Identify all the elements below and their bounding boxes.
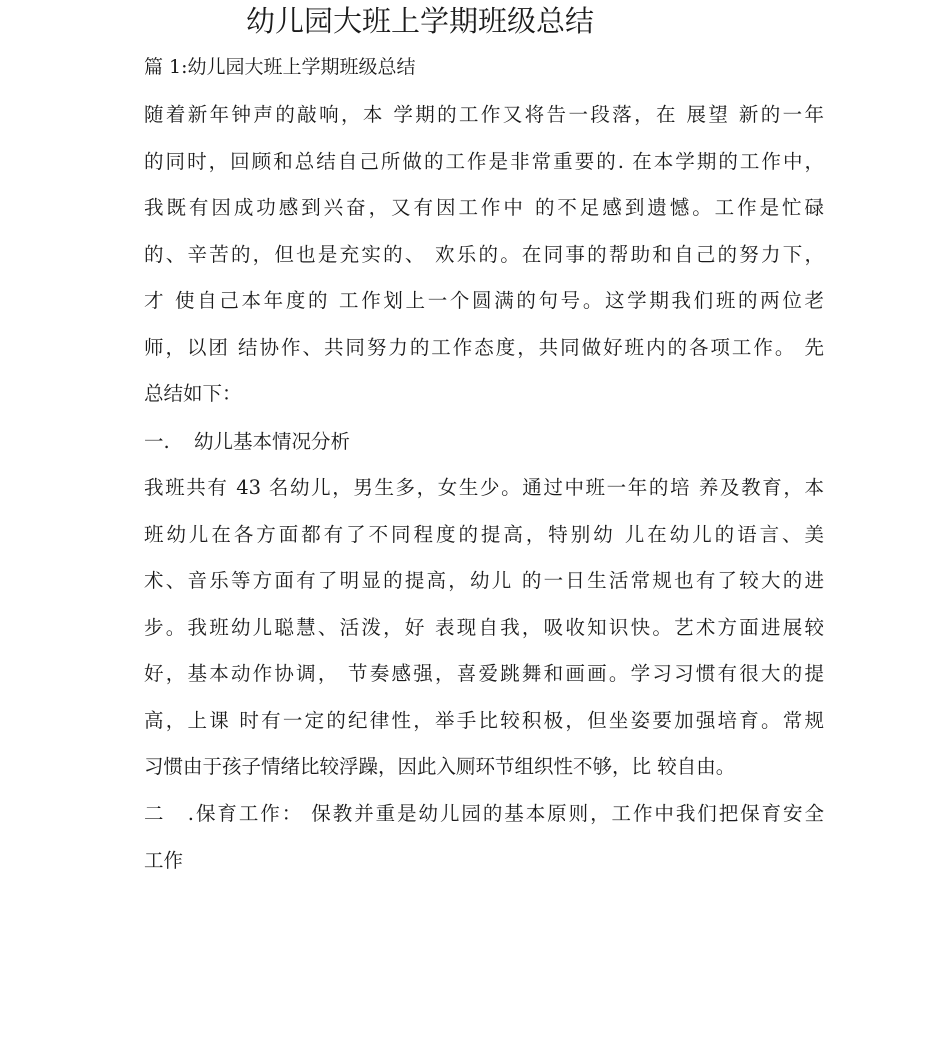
paragraph-line: 我班共有 43 名幼儿，男生多，女生少。通过中班一年的培 养及教育，本 (144, 476, 824, 499)
paragraph-line: 的同时，回顾和总结自己所做的工作是非常重要的. 在本学期的工作中， (144, 149, 824, 173)
paragraph-line: 高，上课 时有一定的纪律性，举手比较积极，但坐姿要加强培育。常规 (144, 708, 824, 732)
paragraph-line: 才 使自己本年度的 工作划上一个圆满的句号。这学期我们班的两位老 (144, 289, 824, 312)
paragraph-line: 步。我班幼儿聪慧、活泼，好 表现自我，吸收知识快。艺术方面进展较 (144, 615, 824, 639)
section-number: 一. (144, 430, 170, 453)
intro-paragraph (144, 92, 824, 418)
section-number: 二. (144, 802, 194, 825)
paragraph-line: 的、辛苦的，但也是充实的、 欢乐的。在同事的帮助和自己的努力下， (144, 242, 824, 266)
paragraph-line: 好，基本动作协调， 节奏感强，喜爱跳舞和画画。学习习惯有很大的提 (144, 662, 824, 685)
paragraph-line: 随着新年钟声的敲响，本 学期的工作又将告一段落，在 展望 新的一年 (144, 103, 824, 126)
section-heading-text: 幼儿基本情况分析 (194, 430, 351, 453)
section-1-heading (144, 419, 824, 466)
paragraph-line: 班幼儿在各方面都有了不同程度的提高，特别幼 儿在幼儿的语言、美 (144, 522, 824, 546)
paragraph-line: 习惯由于孩子情绪比较浮躁，因此入厕环节组织性不够，比 较自由。 (144, 755, 736, 778)
paragraph-line: 师，以团 结协作、共同努力的工作态度，共同做好班内的各项工作。 先 (144, 335, 824, 359)
document-title: 幼儿园大班上学期班级总结 (246, 4, 595, 38)
paragraph-line: 术、音乐等方面有了明显的提高，幼儿 的一日生活常规也有了较大的进 (144, 569, 824, 592)
section-2-text: 保育工作： 保教并重是幼儿园的基本原则，工作中我们把保育安全 (194, 802, 824, 825)
section-2-first-line (144, 791, 824, 838)
paragraph-line: 工作 (144, 848, 184, 872)
section-1-paragraph (144, 465, 824, 791)
paragraph-line: 我既有因成功感到兴奋，又有因工作中 的不足感到遗憾。工作是忙碌 (144, 196, 824, 219)
document-subtitle: 篇 1:幼儿园大班上学期班级总结 (144, 56, 416, 78)
paragraph-line: 总结如下： (144, 382, 242, 405)
section-2-paragraph (144, 791, 824, 884)
